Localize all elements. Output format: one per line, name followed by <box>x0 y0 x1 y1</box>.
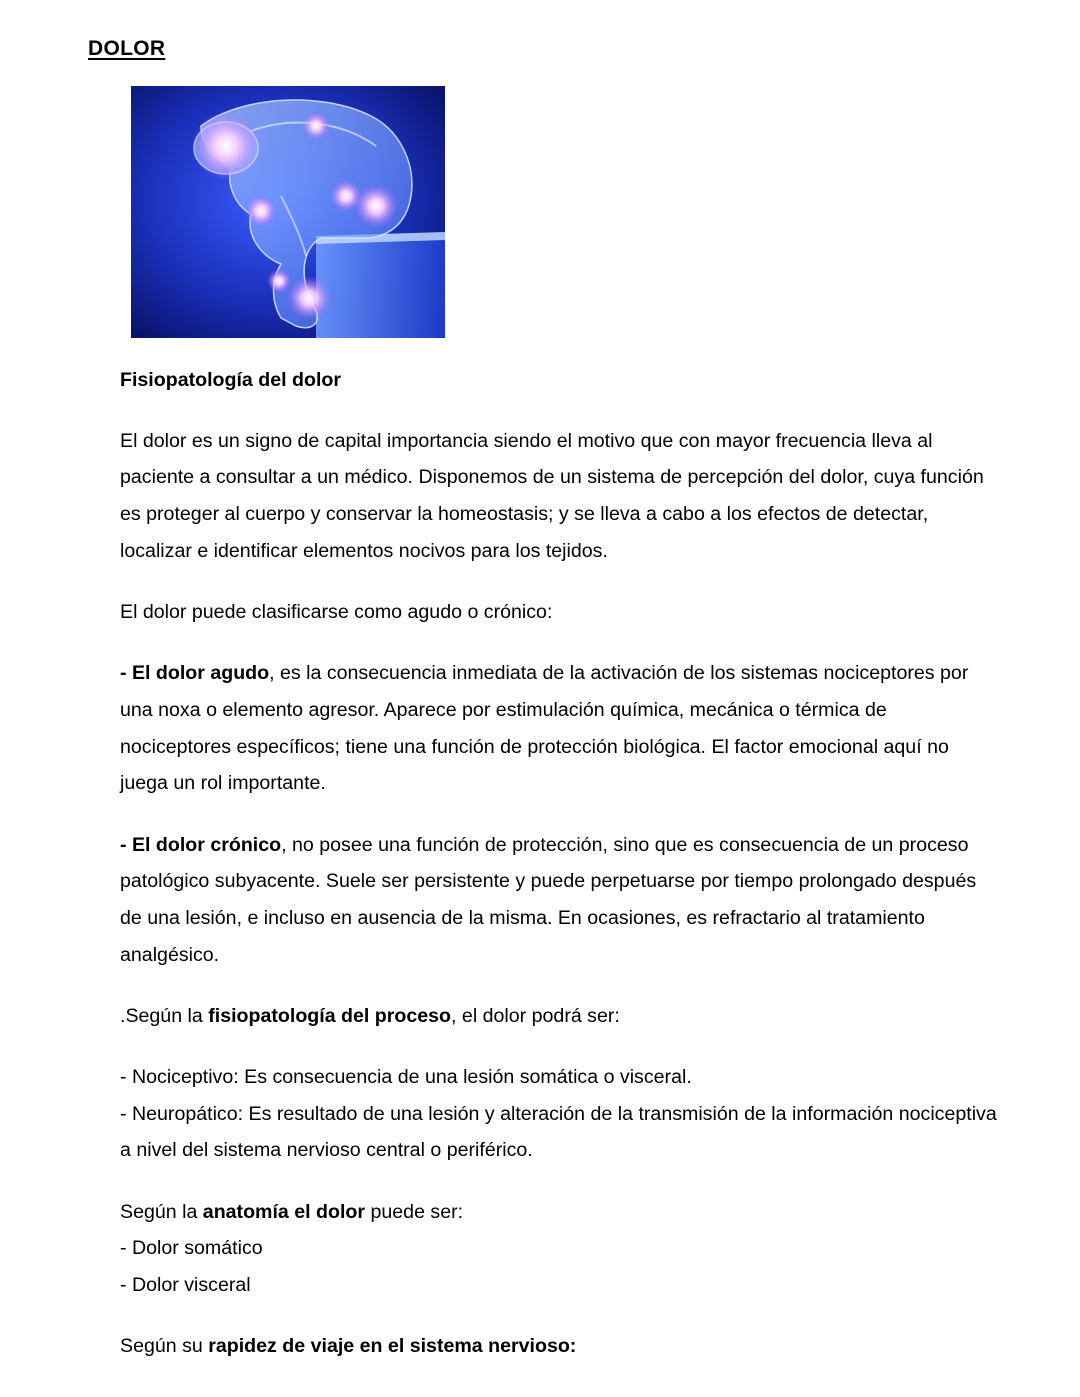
classification-intro: El dolor puede clasificarse como agudo o crónico: <box>120 601 553 624</box>
anatomy-section <box>120 1194 1000 1304</box>
acute-pain-paragraph <box>120 655 1000 802</box>
speed-prefix: Según su <box>120 1335 209 1358</box>
list-item: - Dolor visceral <box>120 1274 251 1297</box>
list-item: - Neuropático: Es resultado de una lesión y alteración de la transmisión de la información nociceptiva a nivel del sistema nervioso central o periférico. <box>120 1102 997 1162</box>
section-heading: Fisiopatología del dolor <box>120 369 341 391</box>
chronic-pain-text: , no posee una función de protección, sino que es consecuencia de un proceso patológico subyacente. Suele ser persistente y puede perpetuarse por tiempo prolongado después de una lesión, e incluso en ausencia de la misma. En ocasiones, es refractario al tratamiento analgésico. <box>120 833 977 966</box>
physio-suffix: , el dolor podrá ser: <box>451 1004 620 1027</box>
document-body <box>120 362 1000 1365</box>
page-title: DOLOR <box>88 37 166 60</box>
physiopathology-list <box>120 1059 1000 1169</box>
anatomy-intro <box>120 1194 1000 1231</box>
list-item: - Nociceptivo: Es consecuencia de una lesión somática o visceral. <box>120 1066 692 1089</box>
chronic-pain-label: - El dolor crónico <box>120 833 282 856</box>
physiopathology-intro <box>120 998 1000 1035</box>
physio-bold: fisiopatología del proceso <box>208 1004 452 1027</box>
anatomy-suffix: puede ser: <box>365 1200 464 1223</box>
speed-intro <box>120 1328 1000 1365</box>
speed-bold: rapidez de viaje en el sistema nervioso: <box>208 1335 577 1358</box>
anatomy-bold: anatomía el dolor <box>202 1200 366 1223</box>
pain-illustration-image <box>131 86 445 338</box>
physio-prefix: .Según la <box>120 1004 209 1027</box>
acute-pain-label: - El dolor agudo <box>120 662 270 685</box>
anatomy-prefix: Según la <box>120 1200 203 1223</box>
chronic-pain-paragraph <box>120 827 1000 974</box>
intro-paragraph: El dolor es un signo de capital importancia siendo el motivo que con mayor frecuencia lleva al paciente a consultar a un médico. Disponemos de un sistema de percepción del dolor, cuya función es proteger al cuerpo y conservar la homeostasis; y se lleva a cabo a los efectos de detectar, localizar e identificar elementos nocivos para los tejidos. <box>120 429 984 562</box>
acute-pain-text: , es la consecuencia inmediata de la activación de los sistemas nociceptores por una noxa o elemento agresor. Aparece por estimulación química, mecánica o térmica de nociceptores específicos; tiene una función de protección biológica. El factor emocional aquí no juega un rol importante. <box>120 662 969 795</box>
list-item: - Dolor somático <box>120 1237 263 1260</box>
